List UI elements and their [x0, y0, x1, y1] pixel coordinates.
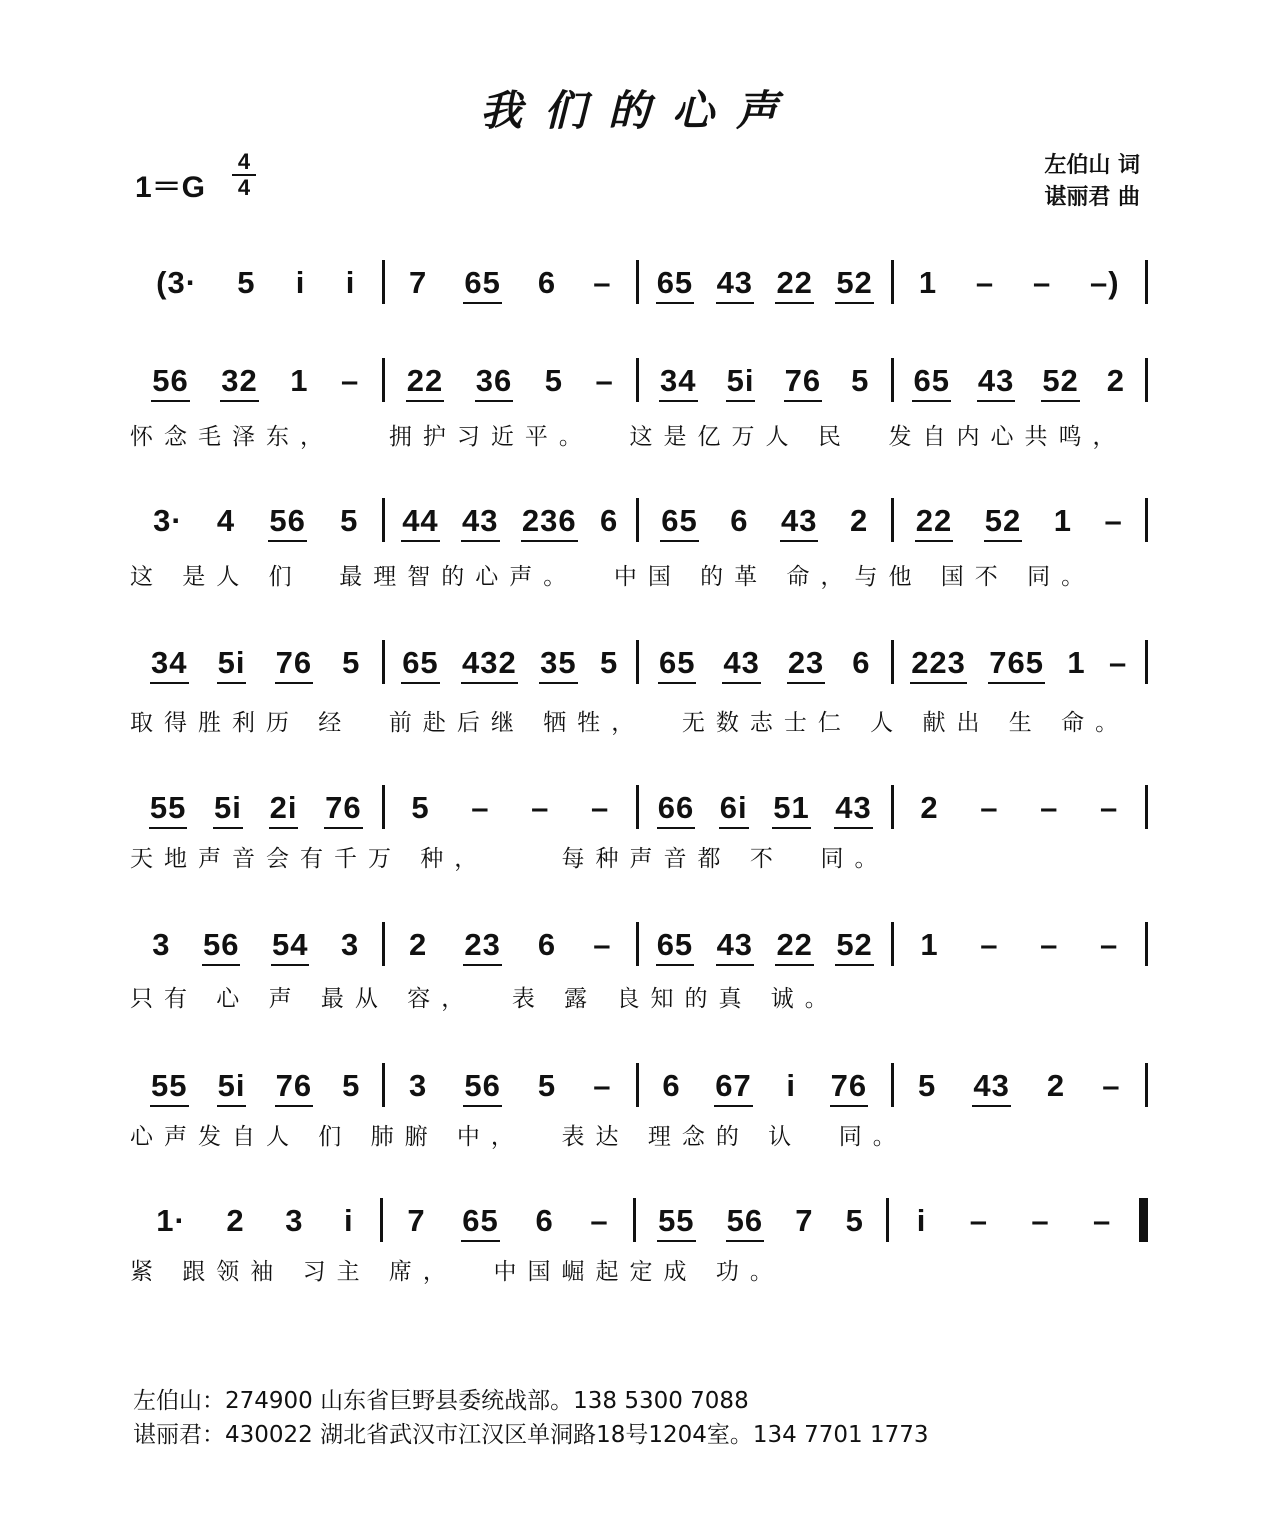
note-group: 43: [780, 504, 818, 542]
notation-line: [130, 640, 1148, 684]
note-group: i: [345, 265, 356, 300]
note-group: 32: [220, 364, 258, 402]
note-group: 5i: [217, 646, 247, 684]
measure: [894, 266, 1146, 304]
note-group: 5: [411, 790, 430, 825]
note-group: 43: [834, 791, 872, 829]
measure: [639, 266, 891, 304]
note-group: 43: [977, 364, 1015, 402]
note-group: 23: [463, 928, 501, 966]
note-group: 65: [658, 646, 696, 684]
lyrics-line: 天地声音会有千万 种， 每种声音都 不 同。: [130, 846, 889, 872]
note-group: 43: [722, 646, 760, 684]
note-group: 6: [537, 927, 557, 962]
note-group: 2: [1046, 1068, 1066, 1103]
note-group: 65: [656, 266, 694, 304]
measure: [385, 646, 637, 684]
footer-contact-lyricist: 左伯山：274900 山东省巨野县委统战部。138 5300 7088: [133, 1388, 749, 1414]
measure: [385, 791, 637, 829]
note-group: –: [1099, 790, 1119, 825]
measure: [639, 504, 891, 542]
note-group: 56: [268, 504, 306, 542]
note-group: 65: [463, 266, 501, 304]
note-group: 52: [1041, 364, 1079, 402]
note-group: 51: [772, 791, 810, 829]
note-group: 1: [918, 265, 938, 300]
note-group: 65: [912, 364, 950, 402]
measure: [639, 928, 891, 966]
note-group: 65: [401, 646, 439, 684]
note-group: 5: [342, 1068, 361, 1103]
note-group: 22: [406, 364, 444, 402]
note-group: 6i: [719, 791, 749, 829]
note-group: 5i: [213, 791, 243, 829]
measure: [385, 1069, 637, 1107]
note-group: 6: [537, 265, 557, 300]
note-group: i: [786, 1068, 796, 1103]
note-group: 56: [151, 364, 189, 402]
note-group: 3·: [153, 503, 183, 538]
note-group: i: [344, 1203, 354, 1238]
note-group: 1: [1053, 503, 1072, 538]
note-group: –: [1099, 927, 1119, 962]
note-group: 5: [918, 1068, 937, 1103]
note-group: 3: [152, 927, 171, 962]
measure: [894, 1069, 1146, 1107]
barline: [1145, 785, 1148, 829]
note-group: 56: [202, 928, 240, 966]
barline: [1145, 1063, 1148, 1107]
measure: [894, 364, 1146, 402]
measure: [383, 1204, 633, 1242]
note-group: –: [531, 790, 550, 825]
note-group: 76: [784, 364, 822, 402]
note-group: 43: [716, 928, 754, 966]
lyrics-line: 这 是人 们 最理智的心声。 中国 的革 命，与他 国不 同。: [130, 564, 1096, 590]
lyrics-line: 紧 跟领袖 习主 席， 中国崛起定成 功。: [130, 1259, 784, 1285]
note-group: –: [1102, 1068, 1121, 1103]
note-group: 3: [340, 927, 360, 962]
note-group: 34: [150, 646, 188, 684]
note-group: –: [593, 927, 612, 962]
note-group: 6: [662, 1068, 681, 1103]
note-group: –: [1104, 503, 1123, 538]
note-group: (3·: [156, 265, 198, 300]
note-group: 34: [659, 364, 697, 402]
note-group: 65: [656, 928, 694, 966]
note-group: –: [1040, 927, 1059, 962]
measure: [636, 1204, 886, 1242]
notation-line: [130, 260, 1148, 304]
note-group: 52: [835, 266, 873, 304]
measure: [130, 791, 382, 829]
note-group: 3: [409, 1068, 428, 1103]
note-group: 65: [461, 1204, 499, 1242]
note-group: 1: [920, 927, 939, 962]
note-group: 76: [830, 1069, 868, 1107]
note-group: –: [969, 1203, 988, 1238]
notation-line: [130, 498, 1148, 542]
note-group: 1·: [156, 1203, 186, 1238]
note-group: 1: [290, 363, 309, 398]
note-group: 5i: [726, 364, 756, 402]
note-group: 2: [920, 790, 939, 825]
note-group: 56: [463, 1069, 501, 1107]
note-group: –: [590, 790, 610, 825]
note-group: 5: [544, 363, 563, 398]
note-group: 76: [324, 791, 362, 829]
note-group: 5: [600, 645, 619, 680]
song-title: 我们的心声: [479, 86, 800, 135]
measure: [894, 791, 1146, 829]
note-group: 7: [407, 1203, 426, 1238]
note-group: 3: [285, 1203, 304, 1238]
time-signature-top: 4: [237, 149, 251, 174]
note-group: 6: [730, 503, 749, 538]
measure: [639, 646, 891, 684]
measure: [130, 1069, 382, 1107]
measure: [639, 791, 891, 829]
note-group: 66: [657, 791, 695, 829]
lyrics-line: 取得胜利历 经 前赴后继 牺牲， 无数志士仁 人 献出 生 命。: [130, 710, 1130, 736]
note-group: 2: [849, 503, 869, 538]
note-group: 52: [984, 504, 1022, 542]
note-group: 65: [660, 504, 698, 542]
note-group: i: [916, 1203, 927, 1238]
note-group: 765: [988, 646, 1045, 684]
note-group: 236: [521, 504, 578, 542]
note-group: 2i: [269, 791, 299, 829]
measure: [130, 1204, 380, 1242]
note-group: 2: [226, 1203, 245, 1238]
note-group: –: [975, 265, 995, 300]
note-group: –): [1089, 265, 1120, 300]
barline: [1145, 358, 1148, 402]
measure: [130, 928, 382, 966]
note-group: 223: [910, 646, 967, 684]
note-group: 22: [915, 504, 953, 542]
note-group: 56: [726, 1204, 764, 1242]
measure: [889, 1204, 1139, 1242]
barline: [1145, 640, 1148, 684]
notation-line: [130, 1198, 1148, 1242]
note-group: 44: [401, 504, 439, 542]
note-group: –: [1031, 1203, 1050, 1238]
note-group: 6: [600, 503, 619, 538]
note-group: –: [1032, 265, 1052, 300]
note-group: 5: [342, 645, 361, 680]
note-group: 55: [657, 1204, 695, 1242]
note-group: 1: [1067, 645, 1086, 680]
note-group: 55: [150, 1069, 188, 1107]
note-group: 43: [972, 1069, 1010, 1107]
note-group: 55: [149, 791, 187, 829]
note-group: 76: [275, 646, 313, 684]
time-signature: [228, 150, 260, 200]
note-group: 432: [461, 646, 518, 684]
key-signature: 1＝G: [135, 171, 206, 204]
composer-credit: 谌丽君 曲: [1044, 185, 1140, 210]
note-group: 22: [775, 928, 813, 966]
note-group: 2: [409, 927, 428, 962]
measure: [894, 928, 1146, 966]
note-group: i: [295, 265, 306, 300]
measure: [894, 504, 1146, 542]
measure: [894, 646, 1146, 684]
lyrics-line: 心声发自人 们 肺腑 中， 表达 理念的 认 同。: [130, 1124, 907, 1150]
note-group: 35: [539, 646, 577, 684]
measure: [639, 1069, 891, 1107]
barline: [1145, 498, 1148, 542]
measure: [385, 266, 637, 304]
notation-line: [130, 785, 1148, 829]
measure: [385, 364, 637, 402]
note-group: 76: [275, 1069, 313, 1107]
note-group: 2: [1106, 363, 1125, 398]
note-group: 52: [835, 928, 873, 966]
note-group: 5: [237, 265, 256, 300]
notation-line: [130, 922, 1148, 966]
measure: [130, 266, 382, 304]
note-group: 5: [340, 503, 359, 538]
note-group: 5: [537, 1068, 557, 1103]
note-group: 36: [475, 364, 513, 402]
footer-contact-composer: 谌丽君：430022 湖北省武汉市江汉区单洞路18号1204室。134 7701 1773: [133, 1422, 929, 1448]
note-group: 5: [851, 363, 870, 398]
note-group: 67: [714, 1069, 752, 1107]
credits: [1044, 150, 1140, 214]
note-group: –: [340, 363, 360, 398]
note-group: –: [980, 790, 999, 825]
note-group: 54: [271, 928, 309, 966]
barline: [1145, 922, 1148, 966]
note-group: 6: [535, 1203, 554, 1238]
note-group: 4: [216, 503, 236, 538]
measure: [130, 646, 382, 684]
note-group: –: [471, 790, 490, 825]
measure: [385, 928, 637, 966]
note-group: 23: [787, 646, 825, 684]
note-group: –: [590, 1203, 609, 1238]
note-group: –: [980, 927, 999, 962]
measure: [639, 364, 891, 402]
lyricist-credit: 左伯山 词: [1044, 153, 1140, 178]
barline: [1145, 260, 1148, 304]
measure: [130, 504, 382, 542]
note-group: 7: [795, 1203, 814, 1238]
notation-line: [130, 1063, 1148, 1107]
measure: [385, 504, 637, 542]
note-group: 43: [461, 504, 499, 542]
note-group: 22: [775, 266, 813, 304]
note-group: 5i: [217, 1069, 247, 1107]
note-group: –: [1109, 645, 1128, 680]
note-group: 43: [716, 266, 754, 304]
note-group: –: [1040, 790, 1059, 825]
lyrics-line: 只有 心 声 最从 容， 表 露 良知的真 诚。: [130, 986, 839, 1012]
note-group: –: [1093, 1203, 1112, 1238]
note-group: 6: [852, 645, 871, 680]
note-group: –: [593, 265, 612, 300]
note-group: –: [595, 363, 614, 398]
measure: [130, 364, 382, 402]
final-barline: [1139, 1198, 1148, 1242]
lyrics-line: 怀念毛泽东， 拥护习近平。 这是亿万人 民 发自内心共鸣，: [130, 424, 1127, 450]
note-group: 7: [409, 265, 428, 300]
note-group: –: [593, 1068, 612, 1103]
time-signature-bottom: 4: [237, 175, 251, 200]
notation-line: [130, 358, 1148, 402]
note-group: 5: [845, 1203, 864, 1238]
